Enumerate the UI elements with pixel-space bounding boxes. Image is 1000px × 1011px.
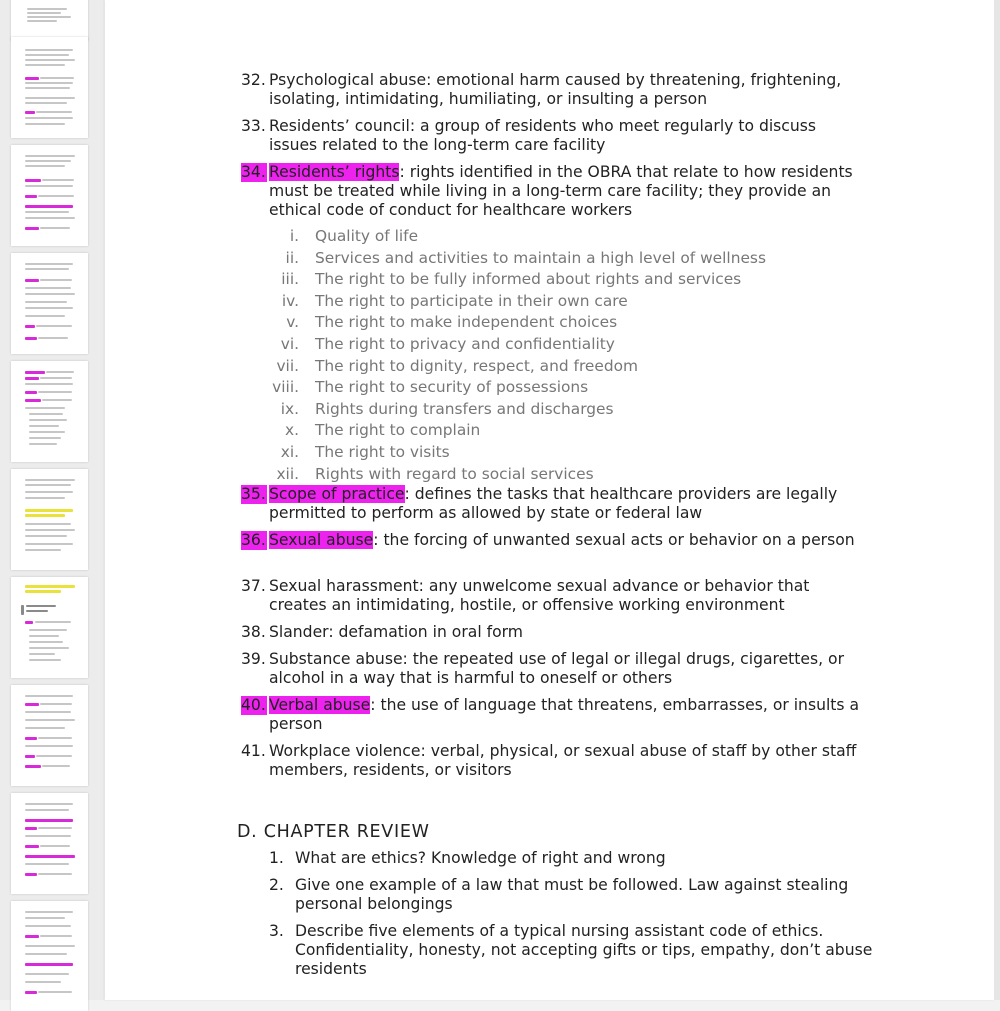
review-item [269, 876, 875, 914]
glossary-definition: : the forcing of unwanted sexual acts or behavior on a person [373, 531, 855, 549]
section-title: CHAPTER REVIEW [263, 822, 430, 842]
glossary-number: 33. [241, 117, 266, 135]
glossary-item [241, 117, 869, 155]
glossary-item [241, 531, 869, 550]
glossary-item [241, 163, 869, 220]
rights-list-item: xi. The right to visits [280, 443, 450, 461]
glossary-item [241, 742, 869, 780]
glossary-term-highlighted: Residents’ rights [269, 163, 400, 181]
page-thumbnail[interactable] [11, 37, 88, 138]
glossary-number: 40. [241, 696, 266, 714]
glossary-number: 37. [241, 577, 266, 595]
rights-list-item: viii. The right to security of possessions [272, 378, 589, 397]
review-text: What are ethics? Knowledge of right and wrong [295, 849, 666, 867]
page-thumbnail[interactable] [11, 361, 88, 462]
glossary-term: Substance abuse [269, 650, 403, 668]
page-thumbnail[interactable] [11, 0, 88, 41]
glossary-number: 39. [241, 650, 266, 668]
page-thumbnail[interactable] [11, 145, 88, 246]
glossary-item [241, 623, 869, 642]
review-text: Describe five elements of a typical nursing assistant code of ethics. Confidentiality, honesty, not accepting gifts or tips, empathy, don’t abuse residents [295, 922, 873, 978]
rights-list-item: iii. The right to be fully informed about rights and services [281, 270, 742, 289]
review-number: 3. [269, 922, 284, 940]
glossary-definition: : a group of residents who meet regularly to discuss issues related to the long-term care facility [269, 117, 817, 154]
glossary-term: Psychological abuse [269, 71, 427, 89]
glossary-term-highlighted: Verbal abuse [269, 696, 371, 714]
glossary-item [241, 71, 869, 109]
glossary-definition: : verbal, physical, or sexual abuse of staff by other staff members, residents, or visitors [269, 742, 857, 779]
section-heading [237, 822, 430, 842]
review-number: 2. [269, 876, 284, 894]
glossary-definition: : emotional harm caused by threatening, frightening, isolating, intimidating, humiliating, or insulting a person [269, 71, 842, 108]
glossary-term: Workplace violence [269, 742, 421, 760]
glossary-number: 32. [241, 71, 266, 89]
review-item [269, 922, 875, 979]
glossary-term: Residents’ council [269, 117, 410, 135]
rights-list-item: ii. Services and activities to maintain a high level of wellness [285, 248, 766, 267]
glossary-definition: : defines the tasks that healthcare providers are legally permitted to perform as allowed by state or federal law [269, 485, 838, 522]
glossary-term-highlighted: Sexual abuse [269, 531, 374, 549]
rights-list-item: vi. The right to privacy and confidentiality [280, 335, 615, 353]
section-label: D. [237, 822, 258, 842]
rights-list-item: xii. Rights with regard to social services [276, 464, 594, 483]
glossary-term: Slander [269, 623, 329, 641]
rights-list-item: ix. Rights during transfers and discharges [280, 399, 614, 418]
glossary-item [241, 577, 869, 615]
glossary-term: Sexual harassment [269, 577, 419, 595]
vertical-scrollbar[interactable] [994, 0, 1000, 1000]
page-thumbnail-sidebar[interactable] [0, 0, 104, 1000]
glossary-definition: : the use of language that threatens, embarrasses, or insults a person [269, 696, 860, 733]
glossary-number: 41. [241, 742, 266, 760]
page-thumbnail[interactable] [11, 685, 88, 786]
glossary-definition: : the repeated use of legal or illegal drugs, cigarettes, or alcohol in a way that is harmful to oneself or others [269, 650, 844, 687]
review-number: 1. [269, 849, 284, 867]
glossary-definition: : defamation in oral form [328, 623, 523, 641]
glossary-number: 34. [241, 163, 266, 181]
document-page [105, 0, 994, 1000]
glossary-number: 38. [241, 623, 266, 641]
rights-list-item: vii. The right to dignity, respect, and freedom [276, 356, 639, 375]
page-thumbnail[interactable] [11, 901, 88, 1011]
page-thumbnail[interactable] [11, 793, 88, 894]
rights-list-item: x. The right to complain [284, 421, 481, 440]
review-item [269, 849, 875, 868]
glossary-number: 35. [241, 485, 266, 503]
page-thumbnail[interactable] [11, 577, 88, 678]
page-thumbnail[interactable] [11, 469, 88, 570]
rights-list-item: iv. The right to participate in their own care [281, 291, 628, 310]
glossary-number: 36. [241, 531, 266, 549]
glossary-definition: : any unwelcome sexual advance or behavior that creates an intimidating, hostile, or offensive working environment [269, 577, 810, 614]
glossary-item [241, 650, 869, 688]
rights-list-item: i. Quality of life [289, 227, 419, 245]
glossary-item [241, 696, 869, 734]
glossary-definition: : rights identified in the OBRA that relate to how residents must be treated while living in a long-term care facility; they provide an ethical code of conduct for healthcare workers [269, 163, 853, 219]
glossary-item [241, 485, 869, 523]
review-text: Give one example of a law that must be followed. Law against stealing personal belongings [295, 876, 849, 913]
rights-list-item: v. The right to make independent choices [286, 313, 618, 332]
glossary-term-highlighted: Scope of practice [269, 485, 405, 503]
page-thumbnail[interactable] [11, 253, 88, 354]
